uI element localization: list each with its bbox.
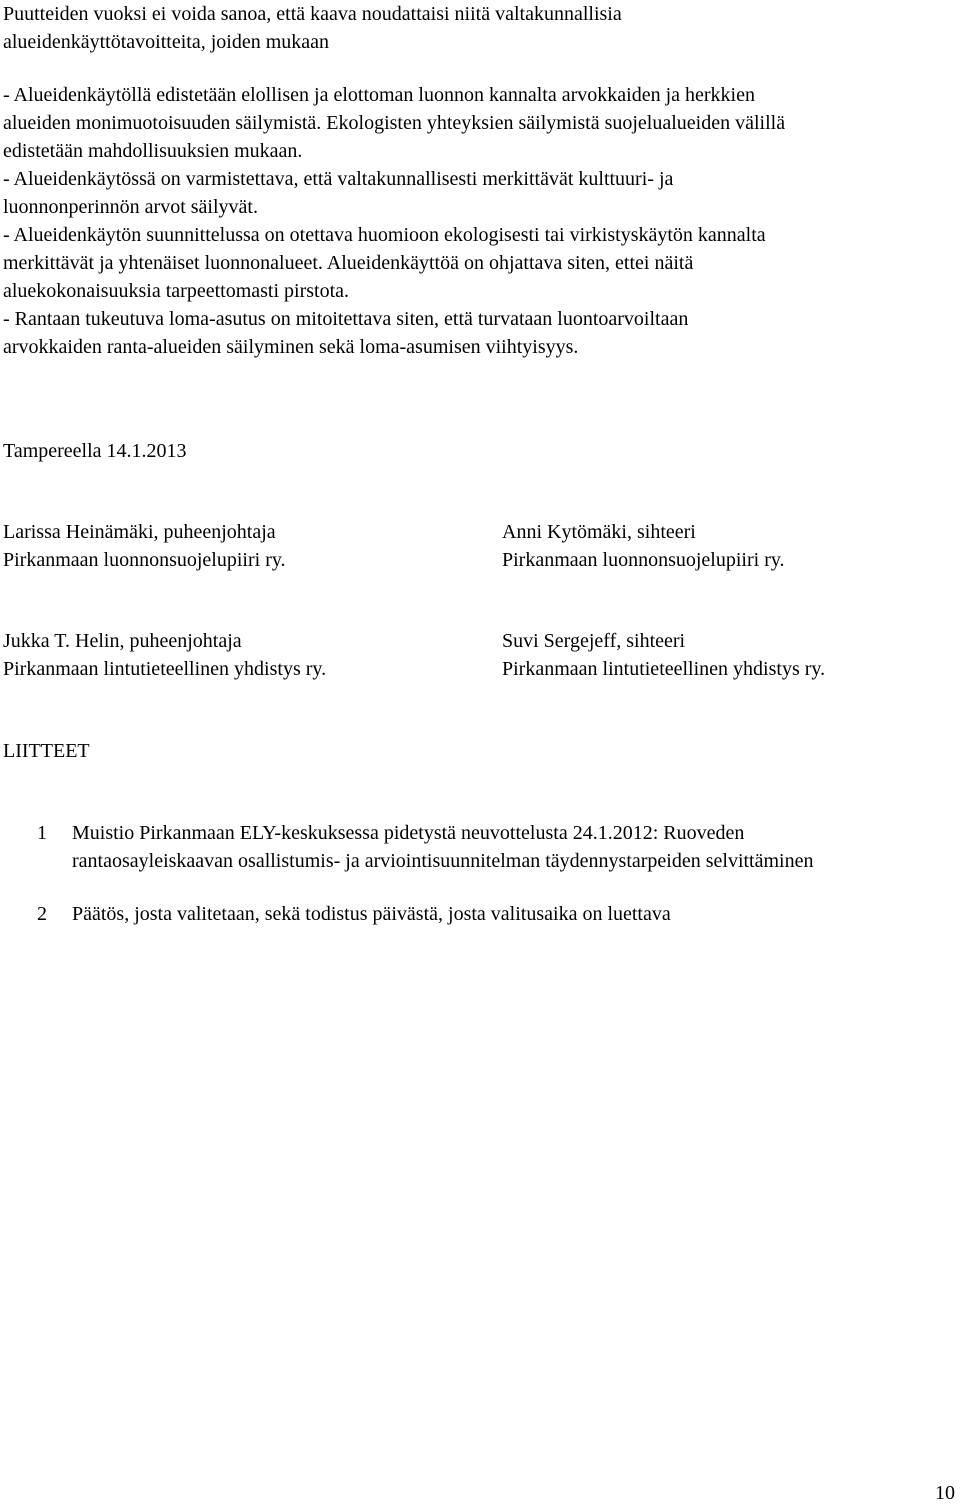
attachment-description (72, 819, 960, 875)
page-number: 10 (935, 1482, 955, 1504)
attachment-number: 1 (37, 822, 47, 844)
attachment-line: Muistio Pirkanmaan ELY-keskuksessa pidetystä neuvottelusta 24.1.2012: Ruoveden (72, 822, 745, 844)
place-date (3, 437, 953, 465)
attachment-number: 2 (37, 903, 47, 925)
goals-line: - Alueidenkäytöllä edistetään elollisen ja elottoman luonnon kannalta arvokkaiden ja herkkien (3, 84, 755, 106)
signatory-heinamaki (3, 518, 463, 574)
attachment-line: rantaosayleiskaavan osallistumis- ja arviointisuunnitelman täydennystarpeiden selvittäminen (72, 850, 814, 872)
attachment-description (72, 900, 960, 928)
attachments-heading (3, 737, 953, 765)
goals-list (3, 81, 953, 361)
goals-line: - Alueidenkäytössä on varmistettava, että valtakunnallisesti merkittävät kulttuuri- ja (3, 168, 674, 190)
goals-line: luonnonperinnön arvot säilyvät. (3, 196, 258, 218)
attachments-heading-text: LIITTEET (3, 740, 90, 762)
place-date-text: Tampereella 14.1.2013 (3, 440, 187, 462)
signatory-name: Larissa Heinämäki, puheenjohtaja (3, 521, 276, 543)
signatory-sergejeff (502, 627, 960, 683)
signatory-organization: Pirkanmaan luonnonsuojelupiiri ry. (3, 549, 286, 571)
intro-line: alueidenkäyttötavoitteita, joiden mukaan (3, 31, 330, 53)
attachment-line: Päätös, josta valitetaan, sekä todistus päivästä, josta valitusaika on luettava (72, 903, 671, 925)
signatory-name: Suvi Sergejeff, sihteeri (502, 630, 686, 652)
signatory-name: Anni Kytömäki, sihteeri (502, 521, 696, 543)
signatory-name: Jukka T. Helin, puheenjohtaja (3, 630, 242, 652)
signatory-organization: Pirkanmaan luonnonsuojelupiiri ry. (502, 549, 785, 571)
goals-line: - Rantaan tukeutuva loma-asutus on mitoitettava siten, että turvataan luontoarvoiltaan (3, 308, 689, 330)
signatory-helin (3, 627, 463, 683)
intro-line: Puutteiden vuoksi ei voida sanoa, että kaava noudattaisi niitä valtakunnallisia (3, 3, 622, 25)
goals-line: alueiden monimuotoisuuden säilymistä. Ekologisten yhteyksien säilymistä suojelualueiden välillä (3, 112, 786, 134)
signatory-organization: Pirkanmaan lintutieteellinen yhdistys ry. (3, 658, 327, 680)
goals-line: - Alueidenkäytön suunnittelussa on otettava huomioon ekologisesti tai virkistyskäytön kannalta (3, 224, 766, 246)
goals-line: edistetään mahdollisuuksien mukaan. (3, 140, 303, 162)
goals-line: arvokkaiden ranta-alueiden säilyminen sekä loma-asumisen viihtyisyys. (3, 336, 579, 358)
intro-paragraph (3, 0, 953, 56)
signatory-organization: Pirkanmaan lintutieteellinen yhdistys ry. (502, 658, 826, 680)
signatory-kytomaki (502, 518, 960, 574)
goals-line: aluekokonaisuuksia tarpeettomasti pirstota. (3, 280, 350, 302)
goals-line: merkittävät ja yhtenäiset luonnonalueet. Alueidenkäyttöä on ohjattava siten, ettei näitä (3, 252, 694, 274)
